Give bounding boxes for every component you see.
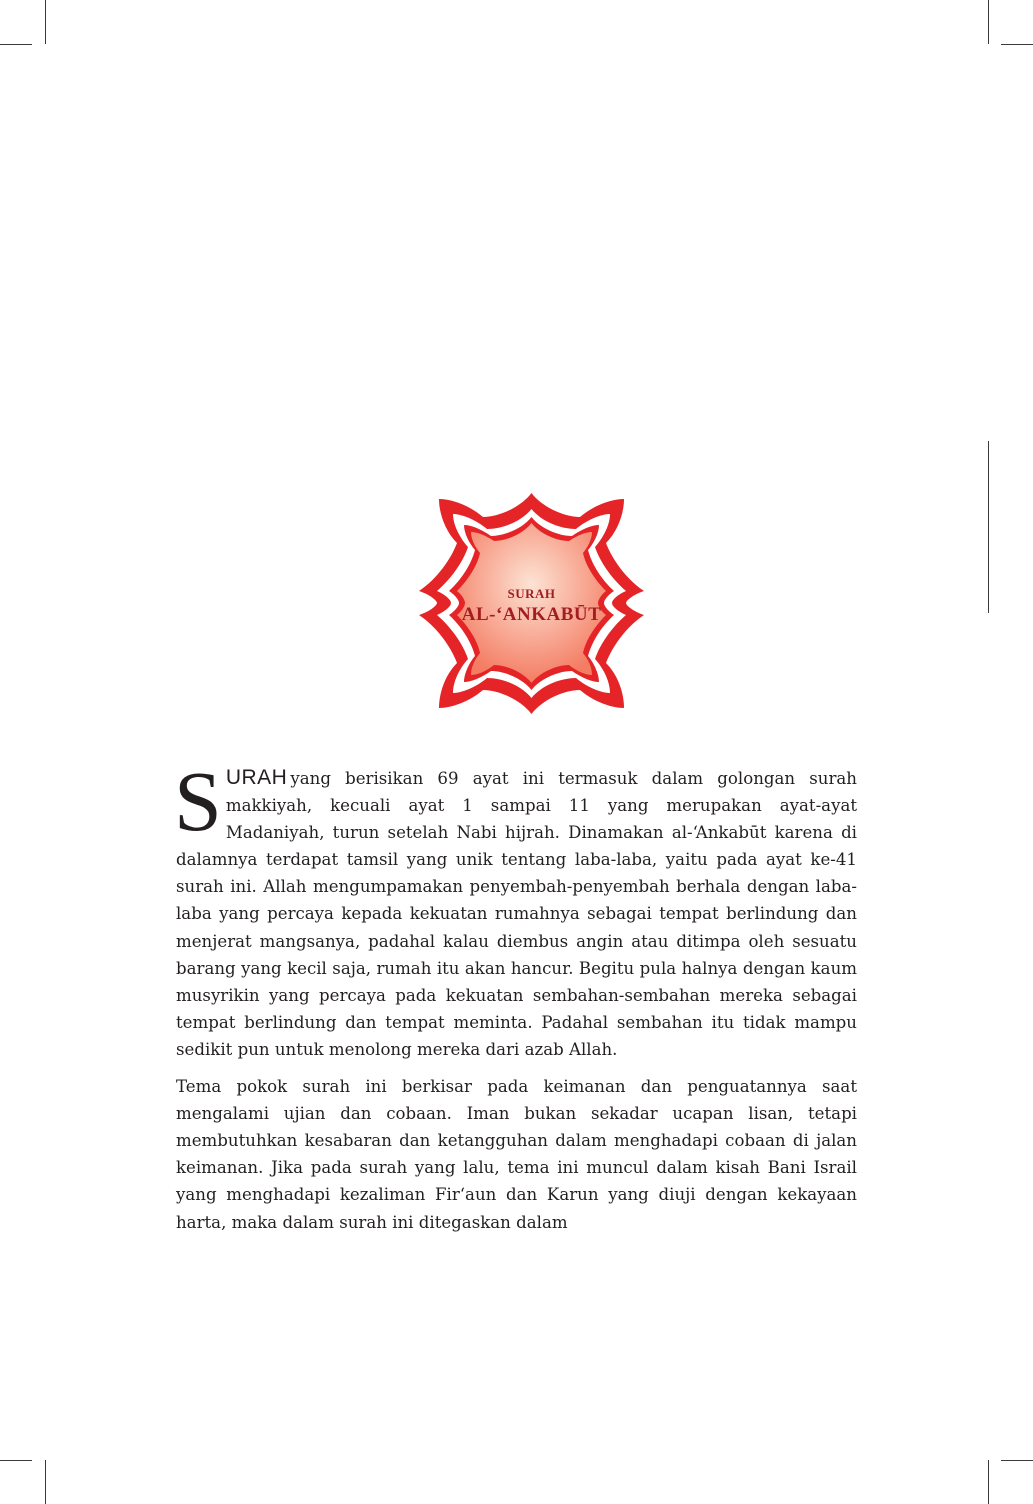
- surah-name: AL-‘ANKABŪT: [461, 604, 602, 625]
- paragraph-1: [174, 753, 857, 1063]
- surah-introduction: [174, 753, 857, 1236]
- crop-mark-right-middle: [988, 441, 989, 613]
- crop-mark-bottom-left-horizontal: [0, 1460, 32, 1461]
- crop-mark-top-right-vertical: [988, 0, 989, 44]
- paragraph-2: Tema pokok surah ini berkisar pada keimanan dan penguatannya saat mengalami ujian dan cobaan. Iman bukan sekadar ucapan lisan, tetapi membutuhkan kesabaran dan ketangguhan dalam menghadapi cobaan di jalan keimanan. Jika pada surah yang lalu, tema ini muncul dalam kisah Bani Israil yang menghadapi kezaliman Fir‘aun dan Karun yang diuji dengan kekayaan harta, maka dalam surah ini ditegaskan dalam: [176, 1077, 857, 1232]
- crop-mark-top-left-horizontal: [0, 44, 32, 45]
- surah-emblem: [412, 487, 651, 720]
- crop-mark-bottom-right-horizontal: [1001, 1460, 1033, 1461]
- crop-mark-top-left-vertical: [45, 0, 46, 44]
- lead-word: URAH: [225, 766, 288, 789]
- crop-mark-bottom-right-vertical: [988, 1460, 989, 1504]
- crop-mark-top-right-horizontal: [1001, 44, 1033, 45]
- surah-label: SURAH: [507, 586, 556, 601]
- paragraph-1-text: yang berisikan 69 ayat ini termasuk dalam golongan surah makkiyah, kecuali ayat 1 sampai 11 yang merupakan ayat-ayat Madaniyah, turun setelah Nabi hijrah. Dinamakan al-‘Ankabūt karena di dalamnya terdapat tamsil yang unik tentang laba-laba, yaitu pada ayat ke-41 surah ini. Allah mengumpamakan penyembah-penyembah berhala dengan laba-laba yang percaya kepada kekuatan rumahnya sebagai tempat berlindung dan menjerat mangsanya, padahal kalau diembus angin atau ditimpa oleh sesuatu barang yang kecil saja, rumah itu akan hancur. Begitu pula halnya dengan kaum musyrikin yang percaya pada kekuatan sembahan-sembahan mereka sebagai tempat berlindung dan tempat meminta. Padahal sembahan itu tidak mampu sedikit pun untuk menolong mereka dari azab Allah.: [176, 769, 857, 1059]
- emblem-inner-fill: [457, 523, 606, 683]
- drop-cap: S: [174, 753, 222, 849]
- crop-mark-bottom-left-vertical: [45, 1460, 46, 1504]
